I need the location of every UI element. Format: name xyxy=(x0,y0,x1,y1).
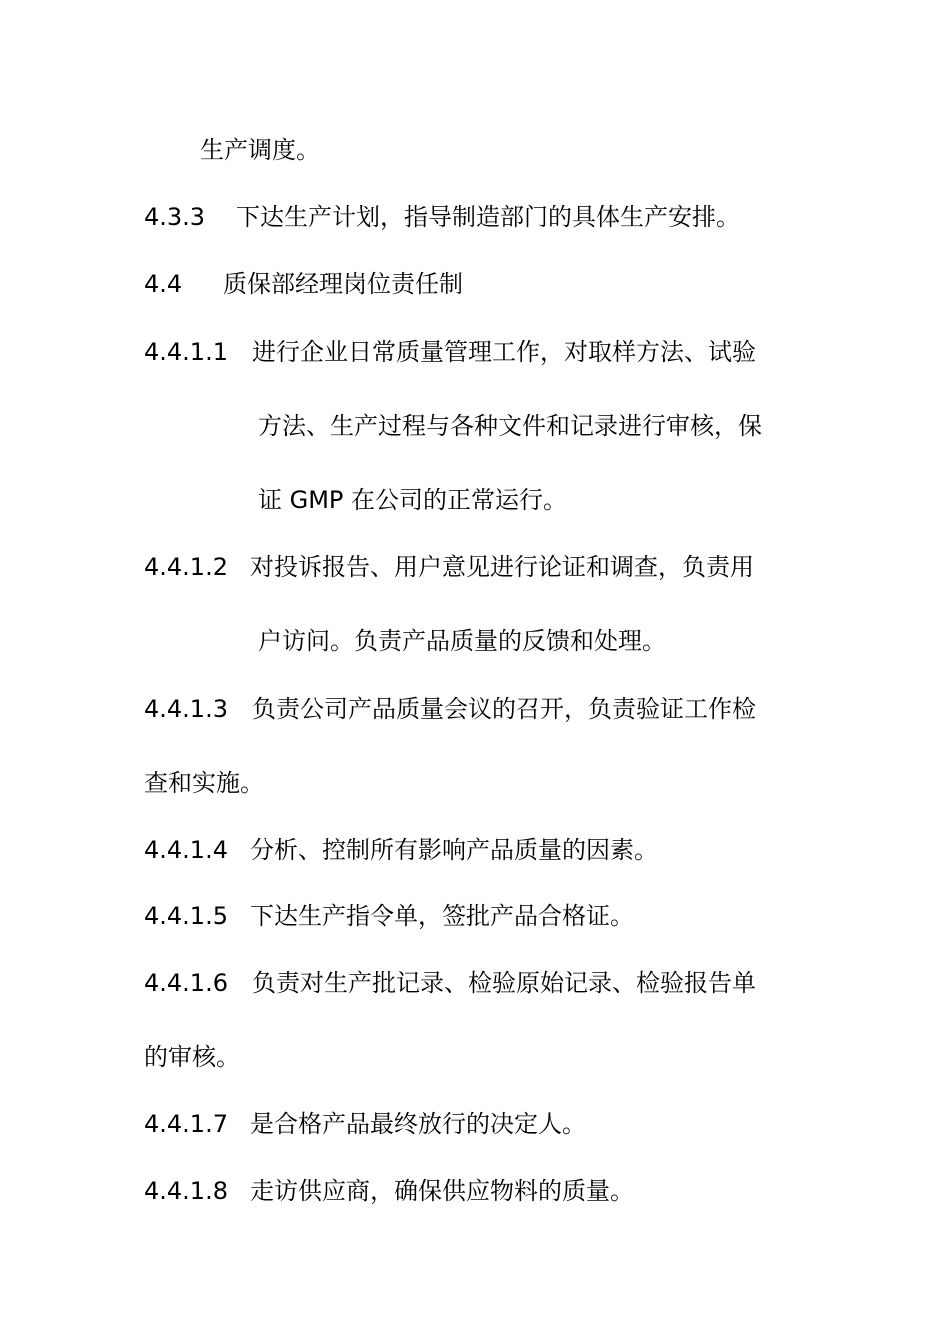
item-text-line: 的审核。 xyxy=(144,1043,240,1071)
item-text-line: 对投诉报告、用户意见进行论证和调查，负责用 xyxy=(250,553,754,581)
item-text: 走访供应商，确保供应物料的质量。 xyxy=(250,1177,634,1205)
section-title: 质保部经理岗位责任制 xyxy=(223,270,463,298)
item-text-line: 证 GMP 在公司的正常运行。 xyxy=(258,486,568,514)
item-text-line: 负责公司产品质量会议的召开，负责验证工作检 xyxy=(252,695,756,723)
item-text-line: 户访问。负责产品质量的反馈和处理。 xyxy=(258,627,666,655)
item-number: 4.4.1.6 xyxy=(144,969,228,997)
item-text-line: 进行企业日常质量管理工作，对取样方法、试验 xyxy=(252,338,756,366)
item-number: 4.4.1.7 xyxy=(144,1110,228,1138)
item-number: 4.4.1.2 xyxy=(144,553,228,581)
continuation-text: 生产调度。 xyxy=(200,136,320,164)
item-number: 4.4.1.3 xyxy=(144,695,228,723)
item-number: 4.4.1.8 xyxy=(144,1177,228,1205)
item-text: 下达生产计划，指导制造部门的具体生产安排。 xyxy=(236,203,740,231)
item-number: 4.4.1.1 xyxy=(144,338,228,366)
item-number: 4.4.1.4 xyxy=(144,836,228,864)
section-number: 4.4 xyxy=(144,270,183,298)
item-text-line: 方法、生产过程与各种文件和记录进行审核，保 xyxy=(258,412,762,440)
item-text: 分析、控制所有影响产品质量的因素。 xyxy=(250,836,658,864)
item-number: 4.3.3 xyxy=(144,203,206,231)
item-text: 下达生产指令单，签批产品合格证。 xyxy=(250,902,634,930)
item-text-line: 查和实施。 xyxy=(144,769,264,797)
item-text-line: 负责对生产批记录、检验原始记录、检验报告单 xyxy=(252,969,756,997)
item-number: 4.4.1.5 xyxy=(144,902,228,930)
item-text: 是合格产品最终放行的决定人。 xyxy=(250,1110,586,1138)
